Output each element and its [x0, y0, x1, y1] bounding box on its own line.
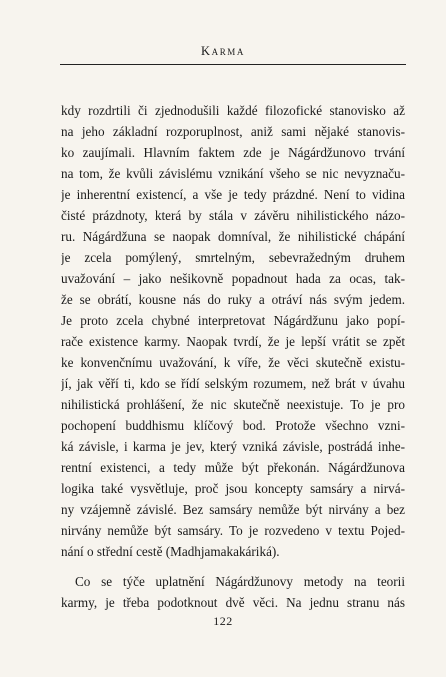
text-line: rentní existenci, a tedy může být překonán. Nágárdžunova — [61, 460, 405, 475]
text-line: ká závisle, i karma je jev, který vzniká závisle, postrádá inhe- — [61, 439, 405, 454]
text-line: logika také vysvětluje, proč jsou koncepty samsáry a nirvá- — [61, 481, 405, 496]
paragraph-2 — [61, 571, 405, 613]
text-line: ko zaujímali. Hlavním faktem zde je Nágárdžunovo trvání — [61, 145, 405, 160]
text-line: Co se týče uplatnění Nágárdžunovy metody na teorii — [75, 574, 405, 589]
text-line: pochopení buddhismu klíčový bod. Protože všechno vzni- — [61, 418, 405, 433]
page-number: 122 — [213, 614, 233, 628]
text-line: čisté prázdnoty, která by stála v závěru nihilistického názo- — [61, 208, 405, 223]
running-head: Karma — [200, 44, 246, 58]
text-line: na jeho základní rozporuplnost, aniž sami nějaké stanovis- — [61, 124, 405, 139]
text-line: ru. Nágárdžuna se naopak domníval, že nihilistické chápání — [61, 229, 405, 244]
text-line: na tom, že kvůli závislému vznikání všeho se nic nevyznaču- — [61, 166, 405, 181]
text-line: že se obrátí, kousne nás do ruky a otráví nás svým jedem. — [61, 292, 405, 307]
text-line: rače existence karmy. Naopak tvrdí, že je lepší vrátit se zpět — [61, 334, 405, 349]
text-line: kdy rozdrtili či zjednodušili každé filozofické stanovisko až — [61, 103, 405, 118]
text-line: je zcela pomýlený, smrtelným, sebevražedným druhem — [61, 250, 405, 265]
text-line: ke konvenčnímu uvažování, k víře, že věci skutečně existu- — [61, 355, 405, 370]
text-line: je inherentní existencí, a vše je tedy prázdné. Není to vidina — [61, 187, 405, 202]
text-line: Je proto zcela chybné interpretovat Nágárdžunu jako popí- — [61, 313, 405, 328]
body-text — [61, 100, 405, 613]
text-line: nání o střední cestě (Madhjamakakáriká). — [61, 544, 280, 559]
text-line: uvažování – jako nešikovně popadnout hada za ocas, tak- — [61, 271, 405, 286]
paragraph-1 — [61, 100, 405, 562]
text-line: ny vzájemně závislé. Bez samsáry nemůže být nirvány a bez — [61, 502, 405, 517]
header-rule — [60, 64, 406, 65]
text-line: nirvány nemůže být samsáry. To je rozvedeno v textu Pojed- — [61, 523, 405, 538]
text-line: jí, jak věří ti, kdo se řídí selským rozumem, než brát v úvahu — [61, 376, 405, 391]
text-line: nihilistická prohlášení, že nic skutečně neexistuje. To je pro — [61, 397, 405, 412]
text-line: karmy, je třeba podotknout dvě věci. Na jednu stranu nás — [61, 595, 405, 610]
